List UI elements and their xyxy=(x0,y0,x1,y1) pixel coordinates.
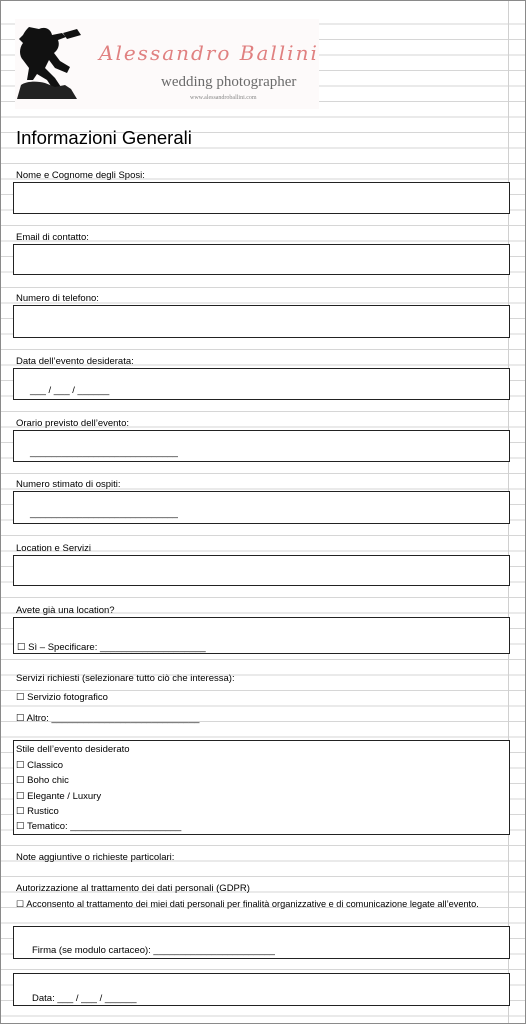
field-label-location-services: Location e Servizi xyxy=(16,543,91,554)
notes-label: Note aggiuntive o richieste particolari: xyxy=(16,852,175,863)
field-label-guests: Numero stimato di ospiti: xyxy=(16,479,121,490)
input-box-guests[interactable] xyxy=(13,491,510,524)
page-title: Informazioni Generali xyxy=(16,127,192,148)
field-label-event-date: Data dell’evento desiderata: xyxy=(16,356,134,367)
date-line: Data: ___ / ___ / ______ xyxy=(32,993,137,1004)
field-value-location[interactable]: ☐ Sì – Specificare: ____________________ xyxy=(17,642,206,653)
date-box[interactable] xyxy=(13,973,510,1006)
input-box-email[interactable] xyxy=(13,244,510,275)
style-box xyxy=(13,740,510,835)
checkbox-gdpr-consent[interactable]: ☐ Acconsento al trattamento dei miei dati personali per finalità organizzative e di comunicazione legate all’evento. xyxy=(16,899,479,909)
checkbox-style-luxury[interactable]: ☐ Elegante / Luxury xyxy=(16,791,102,802)
checkbox-style-rustic[interactable]: ☐ Rustico xyxy=(16,806,59,817)
checkbox-photo-service[interactable]: ☐ Servizio fotografico xyxy=(16,692,108,703)
checkbox-style-classic[interactable]: ☐ Classico xyxy=(16,760,64,771)
field-label-location: Avete già una location? xyxy=(16,605,115,616)
gdpr-label: Autorizzazione al trattamento dei dati personali (GDPR) xyxy=(16,883,250,894)
photographer-silhouette-icon xyxy=(17,23,97,103)
field-label-email: Email di contatto: xyxy=(16,232,89,243)
input-box-phone[interactable] xyxy=(13,305,510,338)
style-label: Stile dell’evento desiderato xyxy=(16,744,130,755)
checkbox-other-service[interactable]: ☐ Altro: ____________________________ xyxy=(16,713,200,724)
input-box-event-date[interactable] xyxy=(13,368,510,400)
field-value-event-date: ___ / ___ / ______ xyxy=(30,385,110,396)
checkbox-style-boho[interactable]: ☐ Boho chic xyxy=(16,775,69,786)
checkbox-style-themed[interactable]: ☐ Tematico: _____________________ xyxy=(16,821,182,832)
logo-subtitle: wedding photographer xyxy=(161,74,297,90)
services-label: Servizi richiesti (selezionare tutto ciò che interessa): xyxy=(16,673,235,684)
field-value-guests: ____________________________ xyxy=(30,508,178,519)
signature-box[interactable] xyxy=(13,926,510,959)
input-box-event-time[interactable] xyxy=(13,430,510,462)
input-box-location[interactable] xyxy=(13,617,510,654)
logo xyxy=(15,19,319,109)
field-value-event-time: ____________________________ xyxy=(30,447,178,458)
field-label-names: Nome e Cognome degli Sposi: xyxy=(16,170,145,181)
field-label-phone: Numero di telefono: xyxy=(16,293,99,304)
field-label-event-time: Orario previsto dell’evento: xyxy=(16,418,129,429)
signature-line: Firma (se modulo cartaceo): _______________________ xyxy=(32,945,275,956)
input-box-names[interactable] xyxy=(13,182,510,214)
input-box-location-services[interactable] xyxy=(13,555,510,586)
logo-url: www.alessandroballini.com xyxy=(190,95,257,101)
logo-name: Alessandro Ballini xyxy=(99,41,319,65)
